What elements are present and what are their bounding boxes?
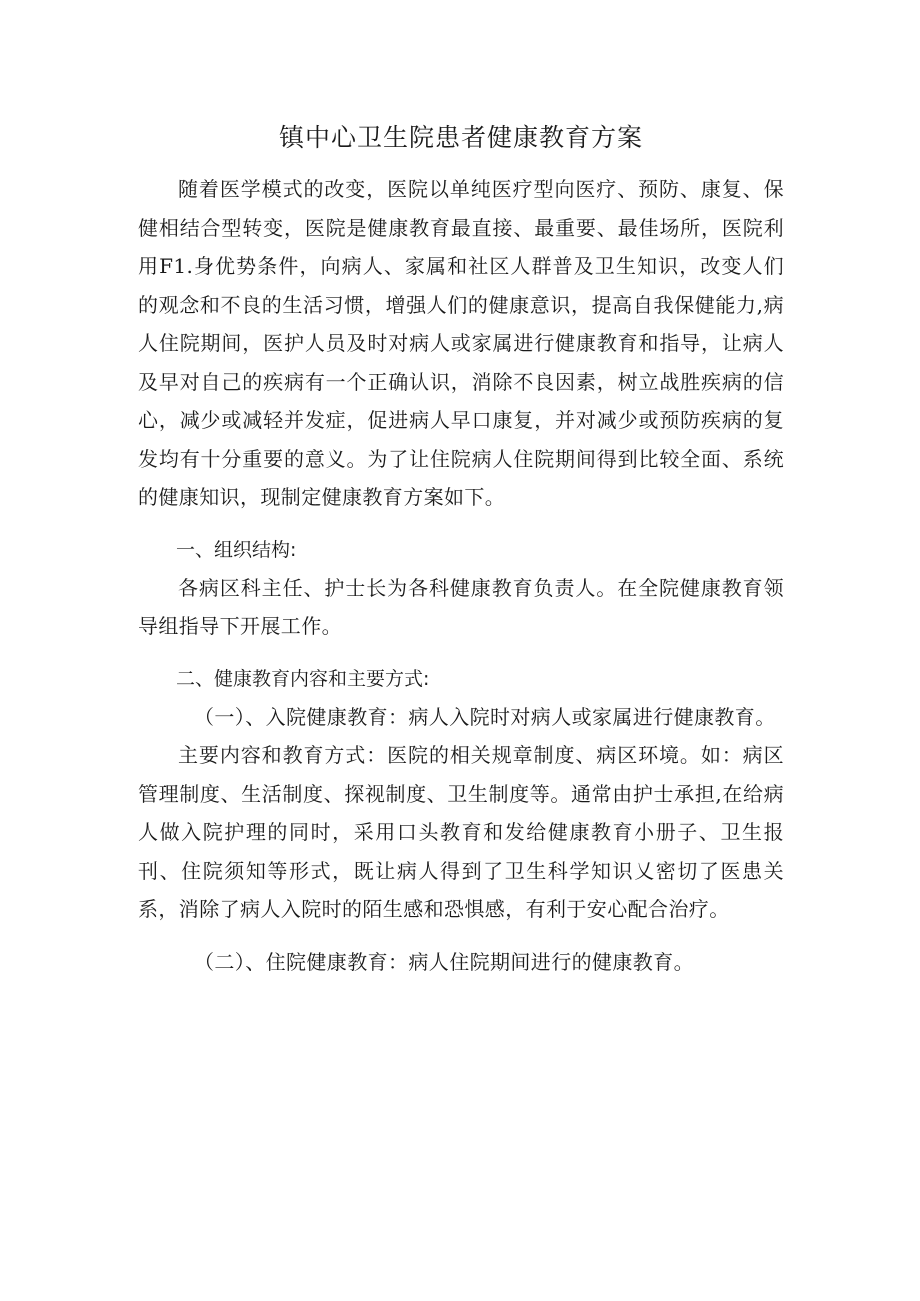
section-2-sub-1-body: 主要内容和教育方式：医院的相关规章制度、病区环境。如：病区管理制度、生活制度、探视制度、卫生制度等。通常由护士承担,在给病人做入院护理的同时，采用口头教育和发给健康教育小册子、卫生报刊、住院须知等形式，既让病人得到了卫生科学知识乂密切了医患关系，消除了病人入院时的陌生感和恐惧感，有利于安心配合治疗。: [138, 743, 784, 921]
section-1-heading: 一、组织结构:: [176, 538, 297, 561]
section-2-sub-1-heading: （一）、入院健康教育：病人入院时对病人或家属进行健康教育。: [194, 704, 776, 729]
document-page: [138, 118, 784, 981]
section-1-body: 各病区科主任、护士长为各科健康教育负责人。在全院健康教育领导组指导下开展工作。: [138, 575, 784, 638]
intro-paragraph: 随着医学模式的改变，医院以单纯医疗型向医疗、预防、康复、保健相结合型转变，医院是健康教育最直接、最重要、最佳场所，医院利用F1.身优势条件，向病人、家属和社区人群普及卫生知识，改变人们的观念和不良的生活习惯，增强人们的健康意识，提高自我保健能力,病人住院期间，医护人员及时对病人或家属进行健康教育和指导，让病人及早对自己的疾病有一个正确认识，消除不良因素，树立战胜疾病的信心，减少或减轻并发症，促进病人早口康复，并对减少或预防疾病的复发均有十分重要的意义。为了让住院病人住院期间得到比较全面、系统的健康知识，现制定健康教育方案如下。: [138, 177, 784, 509]
section-2-sub-2-heading: （二）、住院健康教育：病人住院期间进行的健康教育。: [194, 949, 694, 974]
document-title: 镇中心卫生院患者健康教育方案: [278, 123, 643, 152]
section-2-heading: 二、健康教育内容和主要方式:: [176, 667, 430, 690]
